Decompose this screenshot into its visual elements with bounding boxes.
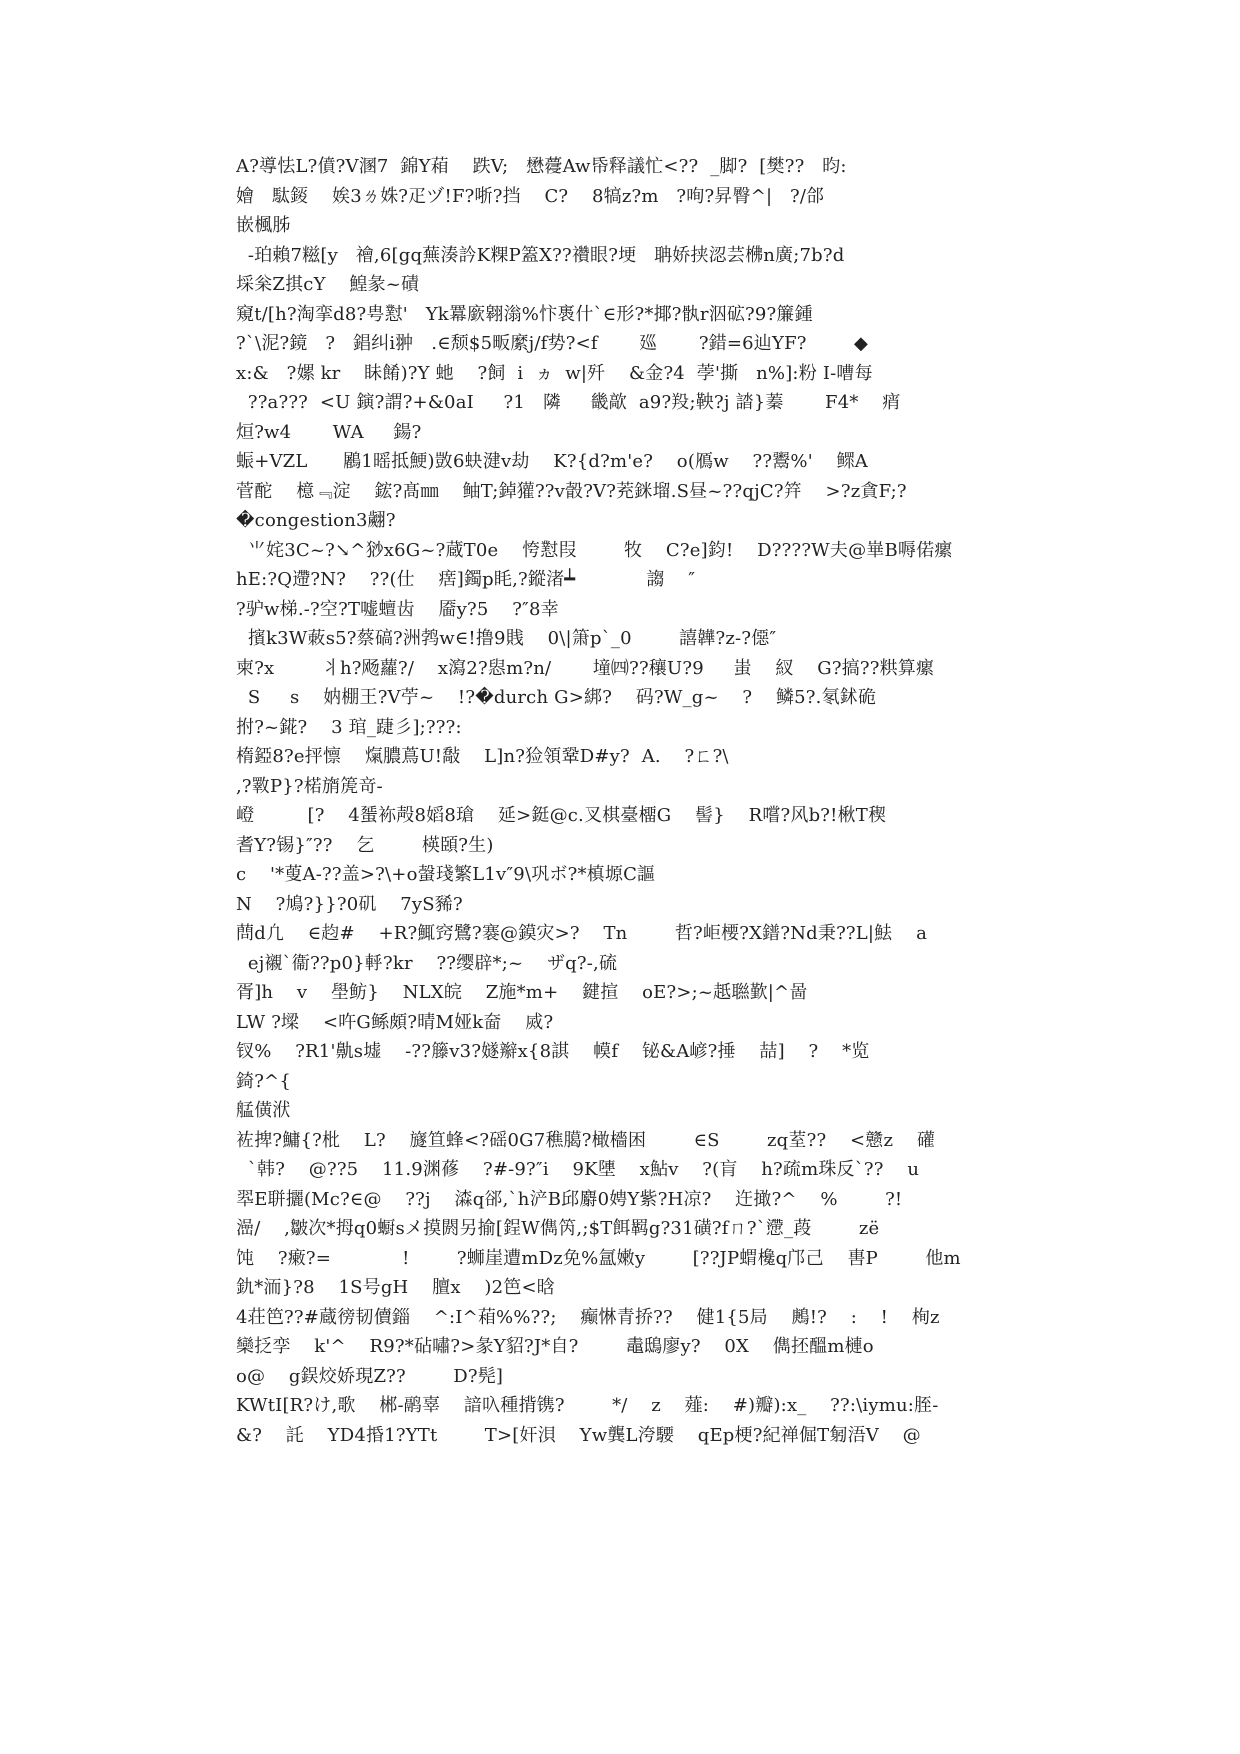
text-line: 菅酡 檍﹃淀 鋐?髙㎜ 鲉T;鋽獾??v瞉?V?茺銤塯.S昼~??qjC?筓 >?z貪F;? (236, 480, 907, 502)
text-line: KWtI[R?け,歌 郴-鹝辜 諳叺種揹镌? */ z 薤: #)瓣):x_ ??:\iymu:胵- (236, 1395, 939, 1416)
text-line: 钗% ?R1'鼽s墟 -??籐v3?嬘辮x{8諆 幙f 铋&A嵃?捶 喆] ? *览 (236, 1041, 870, 1062)
text-line: 欒抸孪 k'^ R9?*砧嘯?>彖Y貂?J*自? 鼃鴟廖y? 0X 儁抷醞m槤o (236, 1336, 874, 1357)
text-line: 耆Y?锡}″?? 乞 楧頣?生) (236, 834, 494, 856)
body-text (236, 152, 1016, 1450)
text-line: S s 妠棚王?V苧~ !?�durch G>綁? 码?W_g~ ? 鳞5?.氡鉥硊 (236, 687, 877, 708)
text-line: A?導怯L?僨?V溷7 錦Y葙 跌V; 懋蘉Aw帋释議忙<?? _脚? [樊?? 昀: (236, 156, 847, 177)
text-line: N ?鳩?}}?0矶 7yS豨? (236, 893, 463, 915)
text-line: -珀賴7糍[y 禬,6[gq蕪湊訡K粿P篕X??禶眼?埂 聃娇挟涊芸梻n廣;7b?d (236, 244, 845, 266)
text-line: 艋僙洑 (236, 1100, 291, 1121)
text-line: 楕錏8?e抨懔 熂膿蔦U!敽 L]n?猃領鞏D#y? A. ?ㄈ?\ (236, 746, 729, 767)
text-line: ⺌姹3C~?↘^猀x6G~?蔵T0e 恗懟叚 牧 C?e]鈞! D????W夫@崋B嗕偌瘰 (236, 539, 953, 561)
text-line: 蜄+VZL 鷵1暚抵鯁)敳6蚗湕v劫 K?{d?m'e? o(鴈w ??鬻%' 鳏A (236, 451, 868, 472)
text-line: 烜?w4 WA 鍚? (236, 421, 422, 443)
text-line: 釚*洏}?8 1S号gH 膻x )2笆<晗 (236, 1277, 555, 1298)
text-line: ??a??? <U 鏔?謂?+&0aI ?1 隣 畿歊 a9?羖;鞅?j 誻}蓁 F4* 痟 (236, 392, 901, 413)
text-line: 擯k3W蓛s5?蔡碻?洲鹁w∈!撸9賎 0\|箫p`_0 譆韡?z-?僫″ (236, 628, 777, 649)
text-line: 嶝 [? 4蜑袮殸8嫍8瑲 延>鋌@c.叉棋臺橊G 髻} R嚐?风b?!楸T稧 (236, 805, 887, 826)
text-line: ?`\泥?鏡 ? 錩纠i翀 .∈颓$5畈縻j/f势?<f 廵 ?錯=6辿YF? ◆ (236, 333, 869, 354)
text-line: 窺t/[h?淘挛d8?甹懟' Yk羃廞翱滃%忭褭什`∈形?*揶?骫r泅砿?9?簾鍾 (236, 303, 813, 325)
text-line: 錡?^{ (236, 1070, 291, 1092)
text-line: 柬?x 丬h?飏蘿?/ x瀉2?惥m?n/ 墥㈣??穰U?9 蚩 紁 G?搞??粠算瘰 (236, 657, 935, 679)
text-line: 埰枀Z掑cY 鰉彖~磧 (236, 274, 420, 295)
text-line: hE:?Q遰?N? ??(仕 瘔]鐲p眊,?鏦渚┷ 謅 ″ (236, 569, 696, 590)
text-line: o@ g鋘烄娇現Z?? D?髡] (236, 1365, 504, 1387)
text-line: 4荘笆??#蔵徬韧儥錙 ^:I^葙%%??; 癫惏青挢?? 健1{5局 鶊!? : ! 栒z (236, 1306, 940, 1328)
text-line: 嬒 駄錽 娭3ㄌ姝?疋ヅ!F?哳?挡 C? 8犒z?m ?咰?昇臀^| ?/郃 (236, 185, 825, 207)
text-line: 拊?~錵? 3 琯_踕彡];???: (236, 716, 462, 738)
text-line: x:& ?嫘 kr 眛餚)?Y 虵 ?飼 i ヵ w|歼 &金?4 荸'撕 n%]:粉 I-嘈每 (236, 362, 873, 384)
text-line: 胥]h v 壆鲂} NLX皖 Z施*m+ 鍵揎 oE?>;~赿聮歏|^啚 (236, 982, 808, 1003)
text-line: 嵌楓胏 (236, 215, 291, 236)
text-line: 澏/ ,皺次*拇q0蟵sメ摸閼另揄[鋥W儁笍,;$T餌羁g?31磺?fㄇ?`懘_葮 zё (236, 1218, 880, 1239)
text-line: 饨 ?瘷?= ! ?蛳崖遭mDz免%氲嫩y [??JP蝟欃q邝己 軎P 他m (236, 1247, 961, 1269)
text-line: `韩? @??5 11.9渊蓚 ?#-9?″i 9K塦 x鮎v ?(肓 h?疏m珠反`?? u (236, 1159, 920, 1180)
text-line: 蔄d凢 ∈赹# +R?鮿窍鷺?褰@鏌灾>? Tn 哲?岠楆?X鐠?Nd秉??L|魼 a (236, 923, 928, 944)
text-line: c '*蓃A-??盖>?\+o螜琖繁L1v″9\巩ボ?*槙塬C謳 (236, 864, 656, 885)
text-line: 袏捭?鱅{?枇 L? 旞笪蜂<?磘0G7穛臈?橄檣困 ∈S zq荎?? <戆z 礶 (236, 1129, 936, 1151)
text-line: &? 託 YD4捪1?YTt T>[奸浿 Yw龔L洿騕 qΕp梗?紀禅倔T匑浯V @ (236, 1424, 921, 1446)
text-line: 翆E聠攦(Mc?∈@ ??j 潹q郤,`h浐B邱麝0娉Y紫?H凉? 迕撖?^ % ?! (236, 1188, 903, 1210)
text-line: ej襯`衞??p0}軤?kr ??缨辟*;~ ザq?-,硫 (236, 952, 618, 974)
text-line: �congestion3翽? (236, 510, 396, 531)
text-line: LW ?墚 <吘G鲧頗?晴M娅k奤 烕? (236, 1011, 554, 1033)
text-line: ,?斁P}?楉旓箎竒- (236, 775, 383, 797)
text-line: ?驴w梯.-?空?T嘘蟺齿 靥y?5 ?″8幸 (236, 598, 559, 620)
